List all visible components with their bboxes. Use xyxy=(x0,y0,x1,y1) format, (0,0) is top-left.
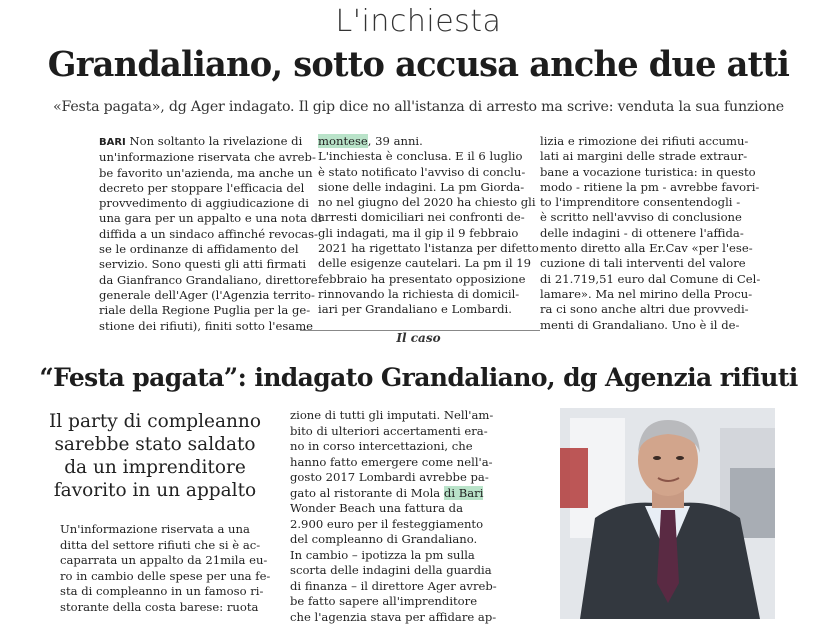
column-line: 2021 ha rigettato l'istanza per difetto xyxy=(318,241,524,256)
article2-headline: “Festa pagata”: indagato Grandaliano, dg Agenzia rifiuti xyxy=(0,363,837,392)
column-line: di 21.719,51 euro dal Comune di Cel- xyxy=(540,272,740,287)
article2-deck xyxy=(36,410,274,502)
column-line: cuzione di tali interventi del valore xyxy=(540,256,740,271)
column-line: no nel giugno del 2020 ha chiesto gli xyxy=(318,195,524,210)
column-line: di finanza – il direttore Ager avreb- xyxy=(290,579,542,595)
highlighted-word: di Bari xyxy=(444,486,484,500)
deck-line: da un imprenditore xyxy=(36,456,274,479)
column-line: è stato notificato l'avviso di conclu- xyxy=(318,165,524,180)
article1-column-1 xyxy=(99,134,297,326)
column-line: se le ordinanze di affidamento del xyxy=(99,242,297,257)
deck-line: sarebbe stato saldato xyxy=(36,433,274,456)
column-line: decreto per stoppare l'efficacia del xyxy=(99,181,297,196)
column-line: sta di compleanno in un famoso ri- xyxy=(60,584,270,600)
column-line: storante della costa barese: ruota xyxy=(60,600,270,616)
column-line: scorta delle indagini della guardia xyxy=(290,563,542,579)
column-line: è scritto nell'avviso di conclusione xyxy=(540,210,740,225)
column-line: gosto 2017 Lombardi avrebbe pa- xyxy=(290,470,542,486)
article2-column-2 xyxy=(290,408,542,619)
article1-column-3 xyxy=(540,134,740,326)
column-line: febbraio ha presentato opposizione xyxy=(318,272,524,287)
column-line: menti di Grandaliano. Uno è il de- xyxy=(540,318,740,333)
column-line: modo - ritiene la pm - avrebbe favori- xyxy=(540,180,740,195)
column-line: iari per Grandaliano e Lombardi. xyxy=(318,302,524,317)
column-line: gato al ristorante di Mola xyxy=(290,486,444,500)
column-line: del compleanno di Grandaliano. xyxy=(290,532,542,548)
column-line: lizia e rimozione dei rifiuti accumu- xyxy=(540,134,740,149)
column-line: servizio. Sono questi gli atti firmati xyxy=(99,257,297,272)
column-line: hanno fatto emergere come nell'a- xyxy=(290,455,542,471)
article-headline: Grandaliano, sotto accusa anche due atti xyxy=(17,44,821,85)
column-line: delle esigenze cautelari. La pm il 19 xyxy=(318,256,524,271)
column-line: arresti domiciliari nei confronti de- xyxy=(318,210,524,225)
column-line: mento diretto alla Er.Cav «per l'ese- xyxy=(540,241,740,256)
column-line: ditta del settore rifiuti che si è ac- xyxy=(60,538,270,554)
article-subhead: «Festa pagata», dg Ager indagato. Il gip dice no all'istanza di arresto ma scrive: venduta la sua funzione xyxy=(0,99,837,115)
column-line: ro in cambio delle spese per una fe- xyxy=(60,569,270,585)
column-line: bito di ulteriori accertamenti era- xyxy=(290,424,542,440)
article2-column-1 xyxy=(60,522,270,619)
article1-column-2 xyxy=(318,134,524,320)
column-line: riale della Regione Puglia per la ge- xyxy=(99,303,297,318)
column-line: Un'informazione riservata a una xyxy=(60,522,270,538)
column-line: sione delle indagini. La pm Giorda- xyxy=(318,180,524,195)
column-line: no in corso intercettazioni, che xyxy=(290,439,542,455)
dateline: BARI xyxy=(99,137,126,148)
column-line: gli indagati, ma il gip il 9 febbraio xyxy=(318,226,524,241)
column-line: , 39 anni. xyxy=(368,134,423,148)
column-line: lati ai margini delle strade extraur- xyxy=(540,149,740,164)
column-line: diffida a un sindaco affinché revocas- xyxy=(99,227,297,242)
deck-line: favorito in un appalto xyxy=(36,479,274,502)
column-line: da Gianfranco Grandaliano, direttore xyxy=(99,273,297,288)
column-line: In cambio – ipotizza la pm sulla xyxy=(290,548,542,564)
column-line: una gara per un appalto e una nota di xyxy=(99,211,297,226)
portrait-photo-icon xyxy=(560,408,775,619)
column-line: provvedimento di aggiudicazione di xyxy=(99,196,297,211)
column-line: be favorito un'azienda, ma anche un xyxy=(99,166,297,181)
article-kicker: L'inchiesta xyxy=(0,4,837,39)
portrait-photo xyxy=(560,408,775,619)
deck-line: Il party di compleanno xyxy=(36,410,274,433)
highlighted-word: montese xyxy=(318,134,368,148)
column-line: che l'agenzia stava per affidare ap- xyxy=(290,610,542,625)
column-line: L'inchiesta è conclusa. E il 6 luglio xyxy=(318,149,524,164)
column-line: caparrata un appalto da 21mila eu- xyxy=(60,553,270,569)
column-line: un'informazione riservata che avreb- xyxy=(99,150,297,165)
column-line: zione di tutti gli imputati. Nell'am- xyxy=(290,408,542,424)
column-line: stione dei rifiuti), finiti sotto l'esame xyxy=(99,319,297,334)
column-line: be fatto sapere all'imprenditore xyxy=(290,594,542,610)
column-line: ra ci sono anche altri due provvedi- xyxy=(540,302,740,317)
column-line: generale dell'Ager (l'Agenzia territo- xyxy=(99,288,297,303)
column-line: 2.900 euro per il festeggiamento xyxy=(290,517,542,533)
column-line: to l'imprenditore consentendogli - xyxy=(540,195,740,210)
column-line: Wonder Beach una fattura da xyxy=(290,501,542,517)
section-label: Il caso xyxy=(0,331,837,345)
column-line: Non soltanto la rivelazione di xyxy=(129,134,302,148)
column-line: delle indagini - di ottenere l'affida- xyxy=(540,226,740,241)
column-line: lamare». Ma nel mirino della Procu- xyxy=(540,287,740,302)
column-line: bane a vocazione turistica: in questo xyxy=(540,165,740,180)
column-line: rinnovando la richiesta di domicil- xyxy=(318,287,524,302)
